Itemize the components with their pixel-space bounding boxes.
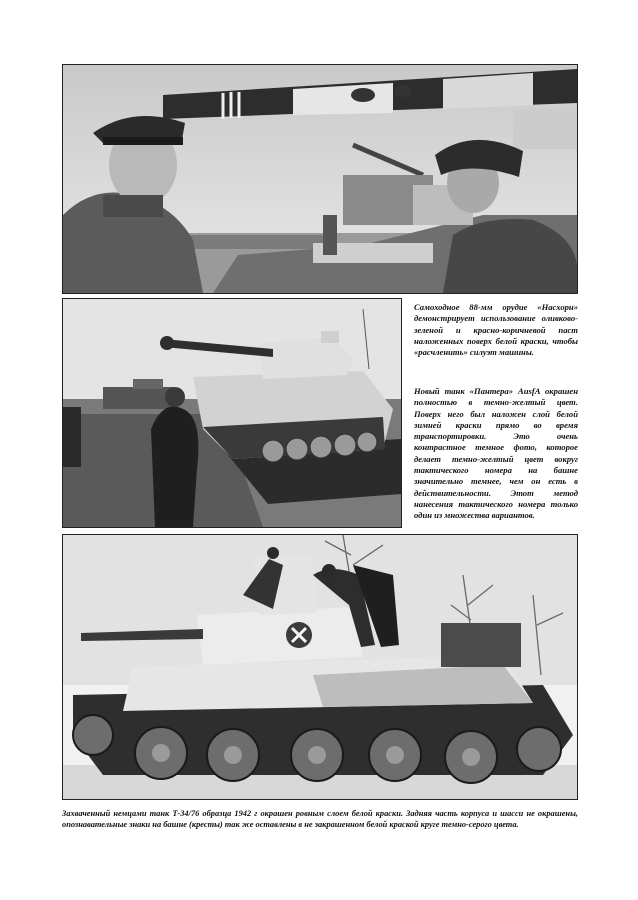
- photo-t34: [62, 534, 578, 800]
- caption-t34: Захваченный немцами танк Т-34/76 образца 1942 г окрашен ровным слоем белой краски. Задняя часть корпуса и шасси не окрашены, опознавательные знаки на башне (кресты) так же оставлены в не закрашенном белой краской круге темно-серого цвета.: [62, 809, 578, 830]
- caption-panther: Новый танк «Пантера» AusfA окрашен полностью в темно-желтый цвет. Поверх него был наложен слой белой зимней краски прямо во время транспортировки. Это очень контрастное темное фото, которое делает темно-желтый цвет вокруг тактического номера на башне значительно темнее, чем он есть в действительности. Этот метод нанесения тактического номера только один из множества вариантов.: [414, 386, 578, 521]
- photo-panther: [62, 298, 402, 528]
- caption-nashorn: Самоходное 88-мм орудие «Насхорн» демонстрирует использование оливково-зеленой и красно-коричневой паст наложенных поверх белой краски, чтобы «расчленить» силуэт машины.: [414, 302, 578, 358]
- photo-nashorn: [62, 64, 578, 294]
